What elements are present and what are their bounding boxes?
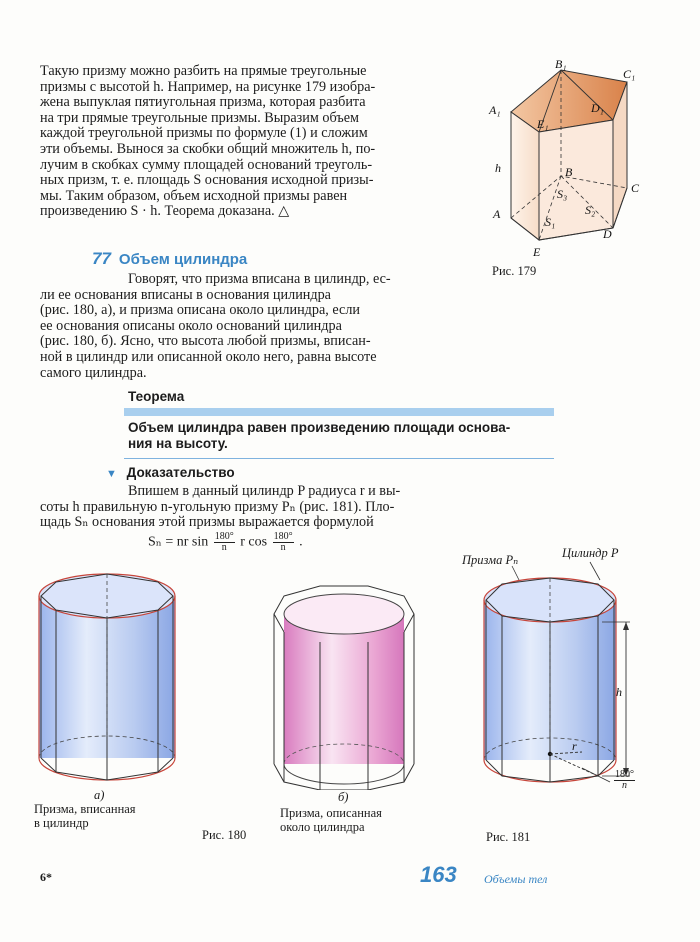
label-A: A (493, 207, 501, 221)
figure-179-pentagonal-prism (485, 58, 655, 268)
label-D1: D₁ (591, 101, 604, 115)
proof-paragraph (40, 484, 480, 531)
caption-line: в цилиндр (34, 816, 89, 830)
label-B1: B₁ (555, 58, 567, 71)
label-C: C (631, 181, 640, 195)
figure-181-cylinder-label: Цилиндр P (562, 546, 619, 560)
text-line: (рис. 180, б). Ясно, что высота любой призмы, вписан- (40, 333, 371, 350)
formula-end: . (299, 534, 303, 550)
figure-180a-label: а) (94, 788, 105, 802)
theorem-divider (124, 458, 554, 459)
fraction-den: n (280, 542, 286, 553)
signature-mark: 6* (40, 870, 52, 884)
area-formula (148, 532, 303, 553)
text-line: ли ее основания вписаны в основания цилиндра (40, 286, 331, 303)
figure-180b-circumscribed-prism (270, 584, 418, 790)
text-line: Такую призму можно разбить на прямые треугольные (40, 63, 367, 79)
text-line: щадь Sₙ основания этой призмы выражается формулой (40, 514, 374, 531)
theorem-heading: Теорема (128, 389, 185, 404)
section-title: Объем цилиндра (118, 251, 248, 268)
figure-179-caption: Рис. 179 (492, 264, 537, 278)
theorem-statement (128, 420, 568, 452)
label-S3: S₃ (557, 187, 568, 201)
label-A1: A₁ (489, 103, 501, 117)
label-r: r (572, 739, 577, 753)
page-number: 163 (420, 862, 457, 887)
label-D: D (603, 227, 612, 241)
text-line: соты h правильную n-угольную призму Pₙ (рис. 181). Пло- (40, 498, 395, 515)
text-line: ее основания описаны около оснований цилиндра (40, 317, 342, 334)
fraction-num: 180° (273, 531, 293, 542)
section-paragraph (40, 272, 470, 381)
caption-line: около цилиндра (280, 820, 365, 834)
theorem-line: ния на высоту. (128, 436, 228, 451)
label-B: B (565, 165, 573, 179)
figure-181-prism-label: Призма Pₙ (462, 553, 519, 567)
text-line: произведению S · h. Теорема доказана. △ (40, 203, 290, 220)
label-E: E (533, 245, 541, 259)
figure-180a-inscribed-prism (32, 568, 182, 788)
proof-heading-text: Доказательство (126, 465, 235, 480)
theorem-line: Объем цилиндра равен произведению площади основа- (128, 420, 511, 435)
text-line: (рис. 180, а), и призма описана около цилиндра, если (40, 302, 360, 319)
figure-181-prism-in-cylinder (470, 560, 650, 800)
label-S1: S₁ (545, 215, 556, 229)
section-heading (92, 249, 247, 269)
text-line: самого цилиндра. (40, 364, 147, 381)
figure-181-angle-fraction (612, 770, 637, 791)
formula-fraction (214, 532, 235, 553)
top-paragraph (40, 64, 470, 220)
label-C1: C₁ (623, 67, 636, 81)
label-h: h (495, 161, 501, 175)
figure-180b-caption (280, 806, 382, 834)
angle-fraction (614, 770, 635, 791)
proof-heading (106, 465, 235, 480)
formula-lhs: Sₙ = nr sin (148, 534, 209, 550)
fraction-num: 180° (214, 531, 234, 542)
text-line: ных призм, т. е. площадь S основания исходной призы- (40, 172, 374, 189)
text-line: ной в цилиндр или описанной около него, равна высоте (40, 348, 377, 365)
text-line: жена выпуклая пятиугольная призма, которая разбита (40, 94, 366, 111)
text-line: лучим в скобках сумму площадей оснований треуголь- (40, 156, 373, 173)
section-number: 77 (92, 249, 111, 268)
label-h: h (616, 685, 622, 699)
text-line: на три прямые треугольные призмы. Выразим объем (40, 109, 359, 126)
formula-fraction (273, 532, 294, 553)
formula-mid: r cos (240, 534, 268, 550)
fraction-den: n (622, 780, 627, 791)
figure-180-caption: Рис. 180 (202, 828, 247, 842)
figure-180b-label: б) (338, 790, 349, 804)
fraction-num: 180° (615, 769, 634, 780)
caption-line: Призма, вписанная (34, 802, 136, 816)
figure-180a-caption (34, 802, 136, 830)
label-S2: S₂ (585, 203, 596, 217)
text-line: мы. Таким образом, объем исходной призмы равен (40, 187, 348, 204)
running-head: Объемы тел (484, 872, 548, 886)
text-line: Впишем в данный цилиндр P радиуса r и вы- (128, 483, 401, 499)
fraction-den: n (221, 542, 227, 553)
text-line: каждой треугольной призмы по формуле (1) и сложим (40, 125, 368, 142)
text-line: эти объемы. Вынося за скобки общий множитель h, по- (40, 140, 376, 157)
theorem-bar (124, 408, 554, 416)
text-line: призмы с высотой h. Например, на рисунке 179 изобра- (40, 78, 376, 95)
figure-181-caption: Рис. 181 (486, 830, 531, 844)
label-E1: E₁ (537, 117, 549, 131)
text-line: Говорят, что призма вписана в цилиндр, ес- (128, 271, 391, 287)
triangle-marker-icon: ▼ (106, 468, 117, 480)
caption-line: Призма, описанная (280, 806, 382, 820)
